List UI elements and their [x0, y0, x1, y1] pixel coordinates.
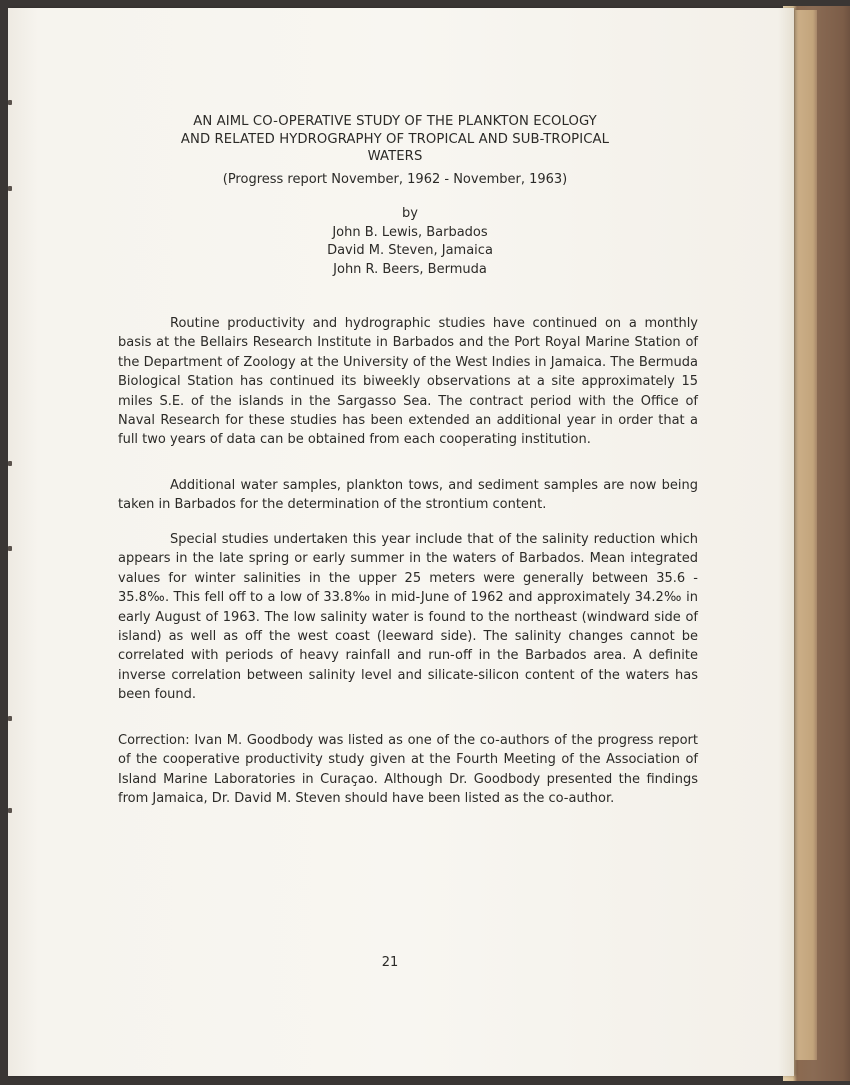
binding-hole	[8, 716, 12, 721]
paragraph-3-text: Special studies undertaken this year include that of the salinity reduction which appears in the late spring or early summer in the waters of Barbados. Mean integrated values for winter salinities in the upper 25 meters were generally between 35.6 - 35.8‰. This fell off to a low of 33.8‰ in mid-June of 1962 and approximately 34.2‰ in early August of 1963. The low salinity water is found to the northeast (windward side of island) as well as off the west coast (leeward side). The salinity changes cannot be correlated with periods of heavy rainfall and run-off in the Barbados area. A definite inverse correlation between salinity level and silicate-silicon content of the waters has been found.	[118, 532, 698, 703]
document-title	[150, 113, 640, 166]
document-subtitle: (Progress report November, 1962 - November, 1963)	[222, 172, 568, 187]
title-line-2: AND RELATED HYDROGRAPHY OF TROPICAL AND SUB-TROPICAL	[180, 131, 610, 147]
title-line-3: WATERS	[367, 149, 423, 164]
binding-hole	[8, 546, 12, 551]
binding-hole	[8, 186, 12, 191]
paragraph-1	[118, 314, 698, 450]
author-2: David M. Steven, Jamaica	[327, 243, 493, 258]
paragraph-2	[118, 476, 698, 515]
binding-hole	[8, 461, 12, 466]
paragraph-2-text: Additional water samples, plankton tows, and sediment samples are now being taken in Barbados for the determination of the strontium content.	[118, 478, 698, 513]
book-cover-edge	[795, 10, 817, 1060]
authors-block	[260, 205, 560, 279]
page-number: 21	[381, 955, 399, 970]
correction-note: Correction: Ivan M. Goodbody was listed as one of the co-authors of the progress report of the cooperative productivity study given at the Fourth Meeting of the Association of Island Marine Laboratories in Curaçao. Although Dr. Goodbody presented the findings from Jamaica, Dr. David M. Steven should have been listed as the co-author.	[118, 733, 698, 807]
paragraph-3	[118, 530, 698, 705]
author-3: John R. Beers, Bermuda	[333, 261, 487, 277]
by-label: by	[402, 206, 418, 221]
author-1: John B. Lewis, Barbados	[332, 224, 488, 240]
paragraph-1-text: Routine productivity and hydrographic studies have continued on a monthly basis at the Bellairs Research Institute in Barbados and the Port Royal Marine Station of the Department of Zoology at the University of the West Indies in Jamaica. The Bermuda Biological Station has continued its biweekly observations at a site approximately 15 miles S.E. of the islands in the Sargasso Sea. The contract period with the Office of Naval Research for these studies has been extended an additional year in order that a full two years of data can be obtained from each cooperating institution.	[118, 316, 698, 448]
binding-hole	[8, 808, 12, 813]
title-line-1: AN AIML CO-OPERATIVE STUDY OF THE PLANKTON ECOLOGY	[193, 114, 597, 129]
binding-hole	[8, 100, 12, 105]
